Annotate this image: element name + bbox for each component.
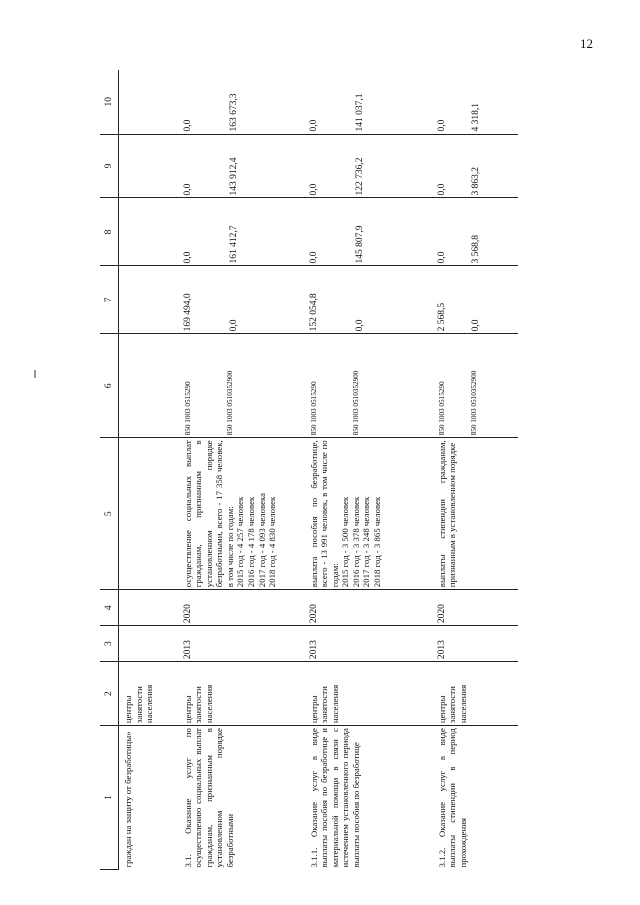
- row-result: [303, 438, 431, 590]
- col-header-9: 9: [100, 134, 119, 198]
- value: 3 568,8: [471, 234, 482, 264]
- row-value-10: [119, 70, 177, 134]
- row-end-year: 2020: [431, 590, 519, 626]
- result-text: осуществление социальных выплат гражданам, признанным в установленном порядке безработными, всего - 17 358 человек, в том числе по годам:: [182, 440, 235, 588]
- row-start-year: 2013: [177, 626, 303, 662]
- value: 0,0: [471, 319, 482, 332]
- value: 0,0: [229, 319, 240, 332]
- row-executor: центры занятости населения: [431, 662, 519, 726]
- row-end-year: 2020: [303, 590, 431, 626]
- row-start-year: [119, 626, 177, 662]
- page-number: 12: [580, 36, 593, 51]
- value: 163 673,3: [229, 93, 240, 132]
- value: 122 736,2: [355, 157, 366, 196]
- col-header-7: 7: [100, 266, 119, 334]
- row-value-8: [303, 198, 431, 266]
- col-header-4: 4: [100, 590, 119, 626]
- row-code: [119, 334, 177, 438]
- row-value-7: [303, 266, 431, 334]
- value: 0,0: [436, 183, 447, 196]
- value: 143 912,4: [229, 157, 240, 196]
- row-value-10: [431, 70, 519, 134]
- row-value-9: [177, 134, 303, 198]
- value: 4 318,1: [471, 103, 482, 132]
- col-header-8: 8: [100, 198, 119, 266]
- table-row: [119, 70, 177, 870]
- budget-code: 850 1003 0510352900: [470, 370, 479, 436]
- value: 2 568,5: [436, 302, 447, 332]
- row-result: [431, 438, 519, 590]
- value: 141 037,1: [355, 93, 366, 132]
- row-name: 3.1.2. Оказание услуг в виде выплаты стипендии в период прохождения: [436, 728, 468, 868]
- row-end-year: 2020: [177, 590, 303, 626]
- value: 0,0: [436, 251, 447, 264]
- budget-code: 850 1003 0510352900: [226, 370, 235, 436]
- row-value-8: [431, 198, 519, 266]
- budget-code: 850 1003 0515290: [309, 381, 318, 436]
- result-year-line: 2015 год - 3 500 человек: [340, 496, 351, 588]
- row-value-10: [177, 70, 303, 134]
- row-value-8: [177, 198, 303, 266]
- row-value-7: [119, 266, 177, 334]
- result-text: выплата пособия по безработице, всего - 13 991 человек, в том числе по годам:: [308, 440, 340, 588]
- row-code: [177, 334, 303, 438]
- value: 0,0: [308, 251, 319, 264]
- row-executor: центры занятости населения: [177, 662, 303, 726]
- budget-code: 850 1003 0515290: [183, 381, 192, 436]
- table-row: [303, 70, 431, 870]
- value: 0,0: [308, 183, 319, 196]
- row-name: 3.1.1. Оказание услуг в виде выплаты пособия по безработице и материальной помощи в связи с истечением установленного периода выплаты пособия по безработице: [308, 728, 361, 868]
- value: 145 807,9: [355, 225, 366, 264]
- row-value-9: [431, 134, 519, 198]
- result-year-line: 2018 год - 4 830 человек: [267, 496, 278, 588]
- row-result: [177, 438, 303, 590]
- result-year-line: 2016 год - 4 178 человек: [246, 496, 257, 588]
- value: 169 494,0: [182, 293, 193, 332]
- row-value-9: [303, 134, 431, 198]
- row-value-7: [177, 266, 303, 334]
- value: 0,0: [355, 319, 366, 332]
- table-row: [177, 70, 303, 870]
- scan-artifact: [34, 370, 36, 378]
- rotated-table-container: [100, 70, 518, 870]
- col-header-3: 3: [100, 626, 119, 662]
- row-code: [303, 334, 431, 438]
- row-name: 3.1. Оказание услуг по осуществлению социальных выплат гражданам, признанным в установленном порядке безработными: [182, 728, 235, 868]
- row-end-year: [119, 590, 177, 626]
- result-year-line: 2015 год - 4 257 человек: [235, 496, 246, 588]
- row-start-year: 2013: [431, 626, 519, 662]
- program-table: [100, 70, 518, 870]
- result-text: выплаты стипендии гражданам, признанным в установленном порядке: [436, 440, 458, 588]
- row-value-7: [431, 266, 519, 334]
- row-value-8: [119, 198, 177, 266]
- result-year-line: 2018 год - 3 865 человек: [372, 496, 383, 588]
- col-header-5: 5: [100, 438, 119, 590]
- row-executor: центры занятости населения: [119, 662, 177, 726]
- result-year-line: 2017 год - 3 248 человек: [361, 496, 372, 588]
- col-header-1: 1: [100, 726, 119, 870]
- budget-code: 850 1003 0510352900: [352, 370, 361, 436]
- result-year-line: 2016 год - 3 378 человек: [350, 496, 361, 588]
- col-header-2: 2: [100, 662, 119, 726]
- value: 0,0: [182, 183, 193, 196]
- header-row: [100, 70, 119, 870]
- col-header-6: 6: [100, 334, 119, 438]
- row-executor: центры занятости населения: [303, 662, 431, 726]
- col-header-10: 10: [100, 70, 119, 134]
- value: 0,0: [182, 251, 193, 264]
- budget-code: 850 1003 0515290: [437, 381, 446, 436]
- row-start-year: 2013: [303, 626, 431, 662]
- row-value-9: [119, 134, 177, 198]
- value: 3 863,2: [471, 166, 482, 196]
- row-result: [119, 438, 177, 590]
- value: 161 412,7: [229, 225, 240, 264]
- row-code: [431, 334, 519, 438]
- value: 152 054,8: [308, 293, 319, 332]
- value: 0,0: [436, 119, 447, 132]
- result-year-line: 2017 год - 4 093 человека: [256, 492, 267, 588]
- value: 0,0: [182, 119, 193, 132]
- row-name: граждан на защиту от безработицы»: [123, 731, 133, 868]
- table-row: [431, 70, 519, 870]
- row-value-10: [303, 70, 431, 134]
- value: 0,0: [308, 119, 319, 132]
